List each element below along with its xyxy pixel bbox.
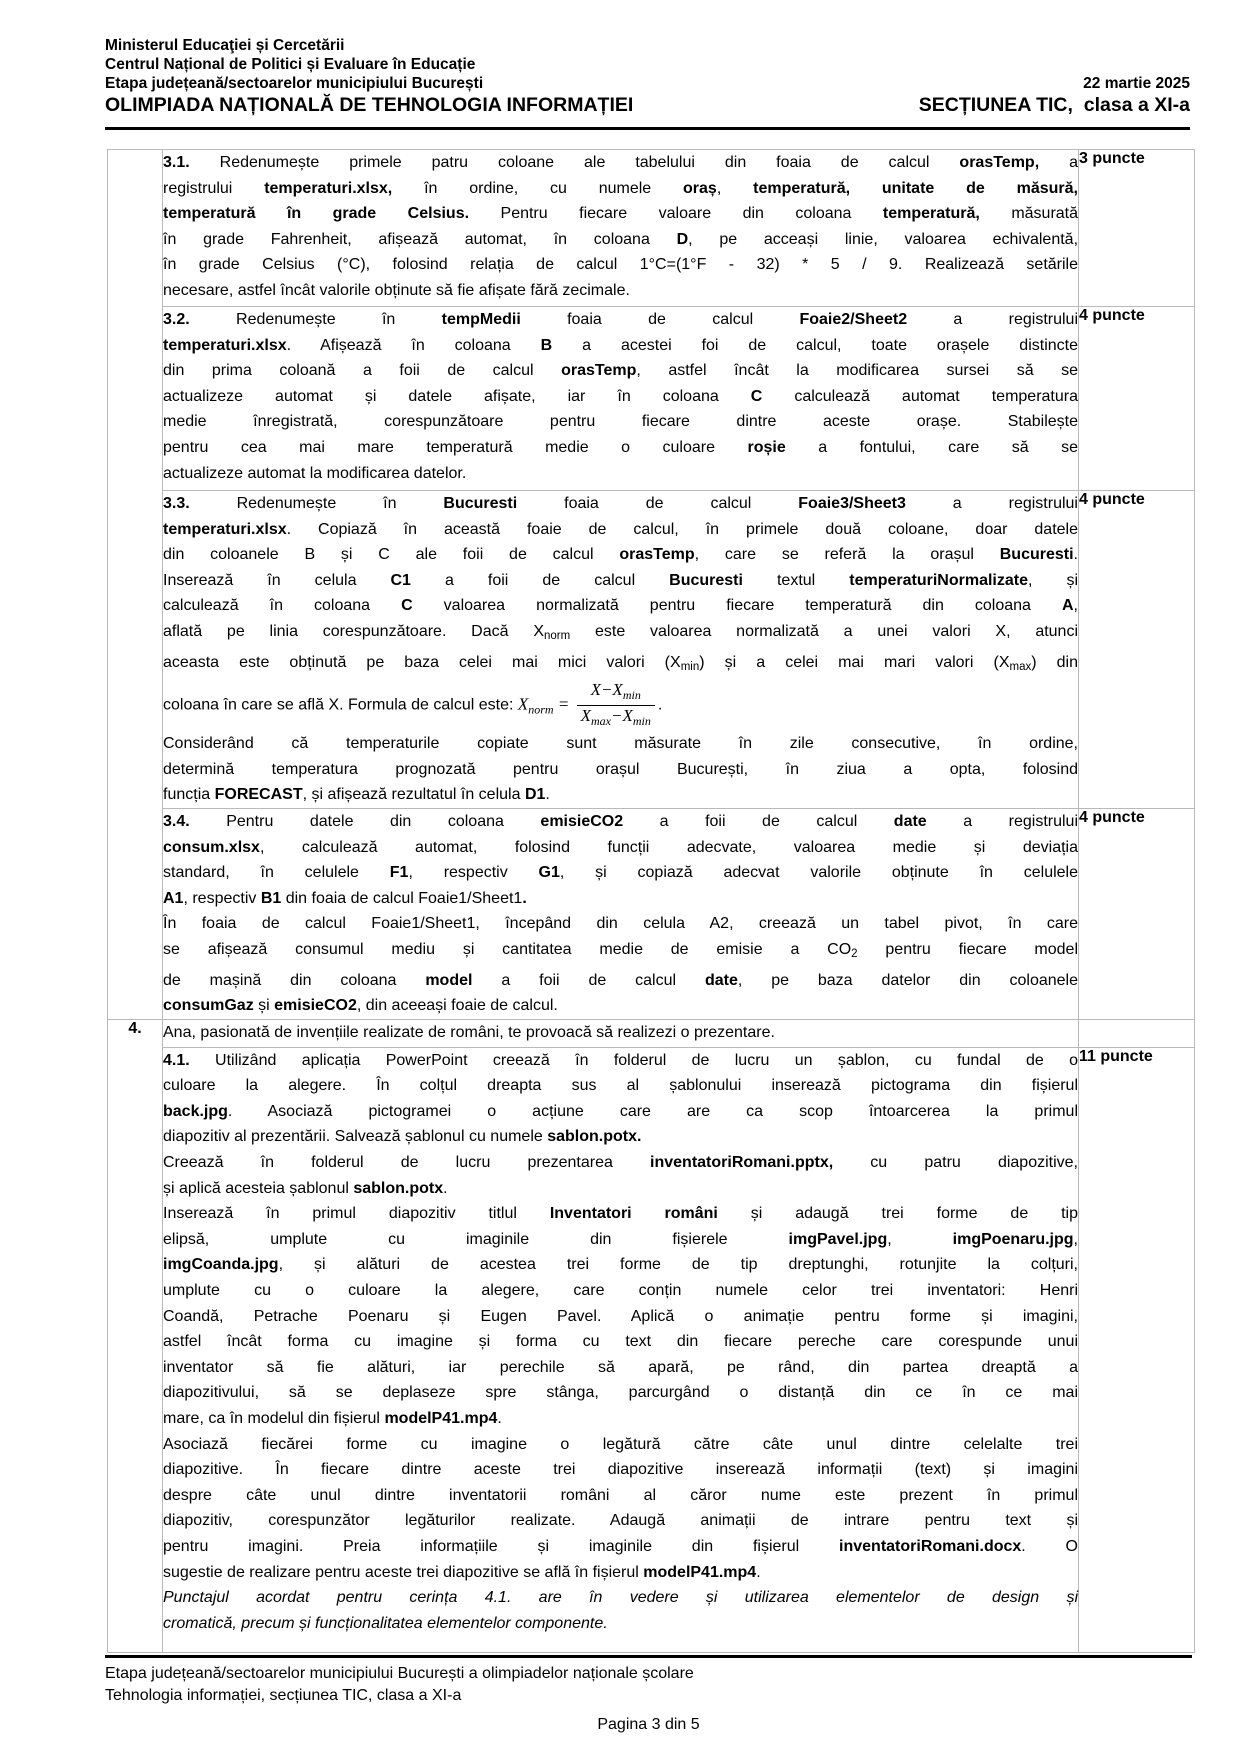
text-line: imgCoanda.jpg, și alături de acestea trei forme de tip dreptunghi, rotunjite la colțuri, [163, 1256, 1078, 1274]
tasks-table-body [108, 150, 1195, 1653]
points-cell: 4 puncte [1079, 491, 1195, 809]
header-olympiad-title: OLIMPIADA NAȚIONALĂ DE TEHNOLOGIA INFORMAȚIEI [105, 94, 634, 116]
text-line: diapozitiv, corespunzător legăturilor realizate. Adaugă animații de intrare pentru text și [163, 1512, 1078, 1530]
item-number-cell: 4. [108, 1019, 163, 1652]
text-line: consumGaz și emisieCO2, din aceeași foaie de calcul. [163, 997, 558, 1015]
text-line: diapozitivului, să se deplaseze spre stânga, parcurgând o distanță din ce în ce mai [163, 1384, 1078, 1402]
task-row-3.4 [108, 808, 1195, 1019]
task-text-cell [163, 1019, 1079, 1047]
points-cell: 11 puncte [1079, 1047, 1195, 1652]
formula-fraction: $\frac{X-X_{min}}{X_{max}-X_{min}}$ [577, 680, 655, 731]
header-rule [105, 127, 1190, 130]
task-text-cell [163, 1047, 1079, 1652]
text-line: Coandă, Petrache Poenaru și Eugen Pavel. Aplică o animație pentru forme și imagini, [163, 1307, 1078, 1325]
text-line: În foaia de calcul Foaie1/Sheet1, începând din celula A2, creează un tabel pivot, în care [163, 915, 1078, 933]
text-line: 3.2. Redenumește în tempMedii foaia de calcul Foaie2/Sheet2 a registrului [163, 311, 1079, 328]
task-row-3.2 [108, 307, 1195, 491]
tasks-table [107, 149, 1195, 1653]
text-line: registrului temperaturi.xlsx, în ordine, cu numele oraș, temperatură, unitate de măsură, [163, 179, 1078, 197]
text-line: Inserează în celula C1 a foii de calcul Bucuresti textul temperaturiNormalizate, și [163, 571, 1079, 589]
footer-stage-line: Etapa județeană/sectoarelor municipiului București a olimpiadelor naționale școlare [105, 1665, 694, 1682]
header-date: 22 martie 2025 [1083, 75, 1190, 92]
text-line: temperatură în grade Celsius. Pentru fiecare valoare din coloana temperatură, măsurată [163, 205, 1079, 223]
points-cell: 4 puncte [1079, 307, 1195, 491]
text-line: determină temperatura prognozată pentru orașul București, în ziua a opta, folosind [163, 760, 1078, 778]
task-text-cell [163, 307, 1079, 491]
text-line: necesare, astfel încât valorile obținute să fie afișate fără zecimale. [163, 281, 630, 299]
text-line: Punctajul acordat pentru cerința 4.1. are în vedere și utilizarea elementelor de design și [163, 1589, 1078, 1607]
text-line: calculează în coloana C valoarea normalizată pentru fiecare temperatură din coloana A, [163, 597, 1078, 615]
item-number-cell [108, 150, 163, 1020]
text-line: actualizeze automat și datele afișate, iar în coloana C calculează automat temperatura [163, 387, 1079, 405]
text-line: consum.xlsx, calculează automat, folosind funcții adecvate, valoarea medie și deviația [163, 838, 1078, 856]
text-line: diapozitiv al prezentării. Salvează șablonul cu numele sablon.potx. [163, 1128, 642, 1146]
header-org-line1: Ministerul Educaţiei și Cercetării [105, 37, 345, 54]
text-line: aflată pe linia corespunzătoare. Dacă Xnorm este valoarea normalizată a unei valori X, atunci [163, 622, 1079, 642]
text-line: coloana în care se află X. Formula de calcul este: $X_{norm}$ = $\frac{X-X_{min}}{X_{max}-X_{min}}$ . [163, 680, 1078, 731]
text-line: și aplică acesteia șablonul sablon.potx. [163, 1179, 448, 1197]
task-row-4 [108, 1019, 1195, 1047]
task-row-3.1 [108, 150, 1195, 307]
text-line: medie înregistrată, corespunzătoare pentru fiecare dintre aceste orașe. Stabilește [163, 413, 1078, 431]
text-line: actualizeze automat la modificarea datelor. [163, 464, 467, 482]
task-row-4.1 [108, 1047, 1195, 1652]
text-line: din prima coloană a foii de calcul orasTemp, astfel încât la modificarea sursei să se [163, 362, 1079, 380]
text-line: aceasta este obținută pe baza celei mai mici valori (Xmin) și a celei mai mari valori (Xmax) din [163, 653, 1078, 673]
text-line: elipsă, umplute cu imaginile din fișierele imgPavel.jpg, imgPoenaru.jpg, [163, 1230, 1078, 1248]
text-line: sugestie de realizare pentru aceste trei diapozitive se află în fișierul modelP41.mp4. [163, 1563, 761, 1581]
text-line: diapozitive. În fiecare dintre aceste trei diapozitive inserează informații (text) și imagini [163, 1461, 1078, 1479]
text-line: din coloanele B și C ale foii de calcul orasTemp, care se referă la orașul Bucuresti. [163, 546, 1078, 564]
text-line: pentru cea mai mare temperatură medie o culoare roșie a fontului, care să se [163, 438, 1078, 456]
text-line: în grade Celsius (°C), folosind relația de calcul 1°C=(1°F - 32) * 5 / 9. Realizează setările [163, 256, 1078, 274]
text-line: Ana, pasionată de invențiile realizate de români, te provoacă să realizezi o prezentare. [163, 1023, 775, 1041]
text-line: astfel încât forma cu imagine și forma cu text din fiecare pereche care corespunde unui [163, 1333, 1078, 1351]
task-row-3.3 [108, 491, 1195, 809]
text-line: funcția FORECAST, și afișează rezultatul în celula D1. [163, 786, 550, 804]
header-section-class: SECȚIUNEA TIC, clasa a XI-a [918, 94, 1190, 116]
task-text-cell [163, 808, 1079, 1019]
text-line: se afișează consumul mediu și cantitatea medie de emisie a CO2 pentru fiecare model [163, 940, 1078, 960]
task-text-cell [163, 491, 1079, 809]
text-line: 4.1. Utilizând aplicația PowerPoint creează în folderul de lucru un șablon, cu fundal de o [163, 1051, 1078, 1069]
text-line: în grade Fahrenheit, afișează automat, în coloana D, pe acceași linie, valoarea echivalentă, [163, 230, 1079, 248]
task-text-cell [163, 150, 1079, 307]
text-line: 3.4. Pentru datele din coloana emisieCO2 a foii de calcul date a registrului [163, 812, 1078, 830]
text-line: 3.1. Redenumește primele patru coloane ale tabelului din foaia de calcul orasTemp, a [163, 154, 1079, 171]
text-line: despre câte unul dintre inventatorii români al căror nume este prezent în primul [163, 1486, 1078, 1504]
text-line: culoare la alegere. În colțul dreapta sus al șablonului inserează pictograma din fișierul [163, 1077, 1078, 1095]
text-line: back.jpg. Asociază pictogramei o acțiune care are ca scop întoarcerea la primul [163, 1102, 1078, 1120]
text-line: Creează în folderul de lucru prezentarea inventatoriRomani.pptx, cu patru diapozitive, [163, 1154, 1079, 1172]
text-line: mare, ca în modelul din fișierul modelP41.mp4. [163, 1410, 502, 1427]
header-org-line2: Centrul Național de Politici și Evaluare în Educație [105, 56, 476, 73]
footer-page-number: Pagina 3 din 5 [597, 1716, 700, 1733]
page-footer [105, 1655, 1192, 1736]
text-line: 3.3. Redenumește în Bucuresti foaia de calcul Foaie3/Sheet3 a registrului [163, 495, 1078, 512]
text-line: Inserează în primul diapozitiv titlul Inventatori români și adaugă trei forme de tip [163, 1205, 1079, 1223]
points-cell [1079, 1019, 1195, 1047]
text-line: cromatică, precum și funcționalitatea elementelor componente. [163, 1614, 608, 1632]
footer-subject-line: Tehnologia informației, secțiunea TIC, clasa a XI-a [105, 1686, 462, 1704]
text-line: temperaturi.xlsx. Copiază în această foaie de calcul, în primele două coloane, doar datele [163, 520, 1078, 538]
footer-rule [105, 1655, 1192, 1658]
points-cell: 4 puncte [1079, 808, 1195, 1019]
text-line: temperaturi.xlsx. Afișează în coloana B a acestei foi de calcul, toate orașele distincte [163, 336, 1078, 354]
text-line: de mașină din coloana model a foii de calcul date, pe baza datelor din coloanele [163, 971, 1079, 989]
points-cell: 3 puncte [1079, 150, 1195, 307]
text-line: Considerând că temperaturile copiate sunt măsurate în zile consecutive, în ordine, [163, 735, 1078, 753]
text-line: umplute cu o culoare la alegere, care conțin numele celor trei inventatori: Henri [163, 1282, 1078, 1300]
page-header [0, 0, 1241, 118]
text-line: standard, în celulele F1, respectiv G1, și copiază adecvat valorile obținute în celulele [163, 864, 1079, 882]
text-line: inventator să fie alături, iar perechile să apară, pe rând, din partea dreaptă a [163, 1358, 1078, 1376]
text-line: pentru imagini. Preia informațiile și imaginile din fișierul inventatoriRomani.docx. O [163, 1537, 1078, 1555]
text-line: A1, respectiv B1 din foaia de calcul Foaie1/Sheet1. [163, 889, 527, 907]
header-stage: Etapa județeană/sectoarelor municipiului București [105, 75, 484, 92]
text-line: Asociază fiecărei forme cu imagine o legătură către câte unul dintre celelalte trei [163, 1435, 1078, 1453]
